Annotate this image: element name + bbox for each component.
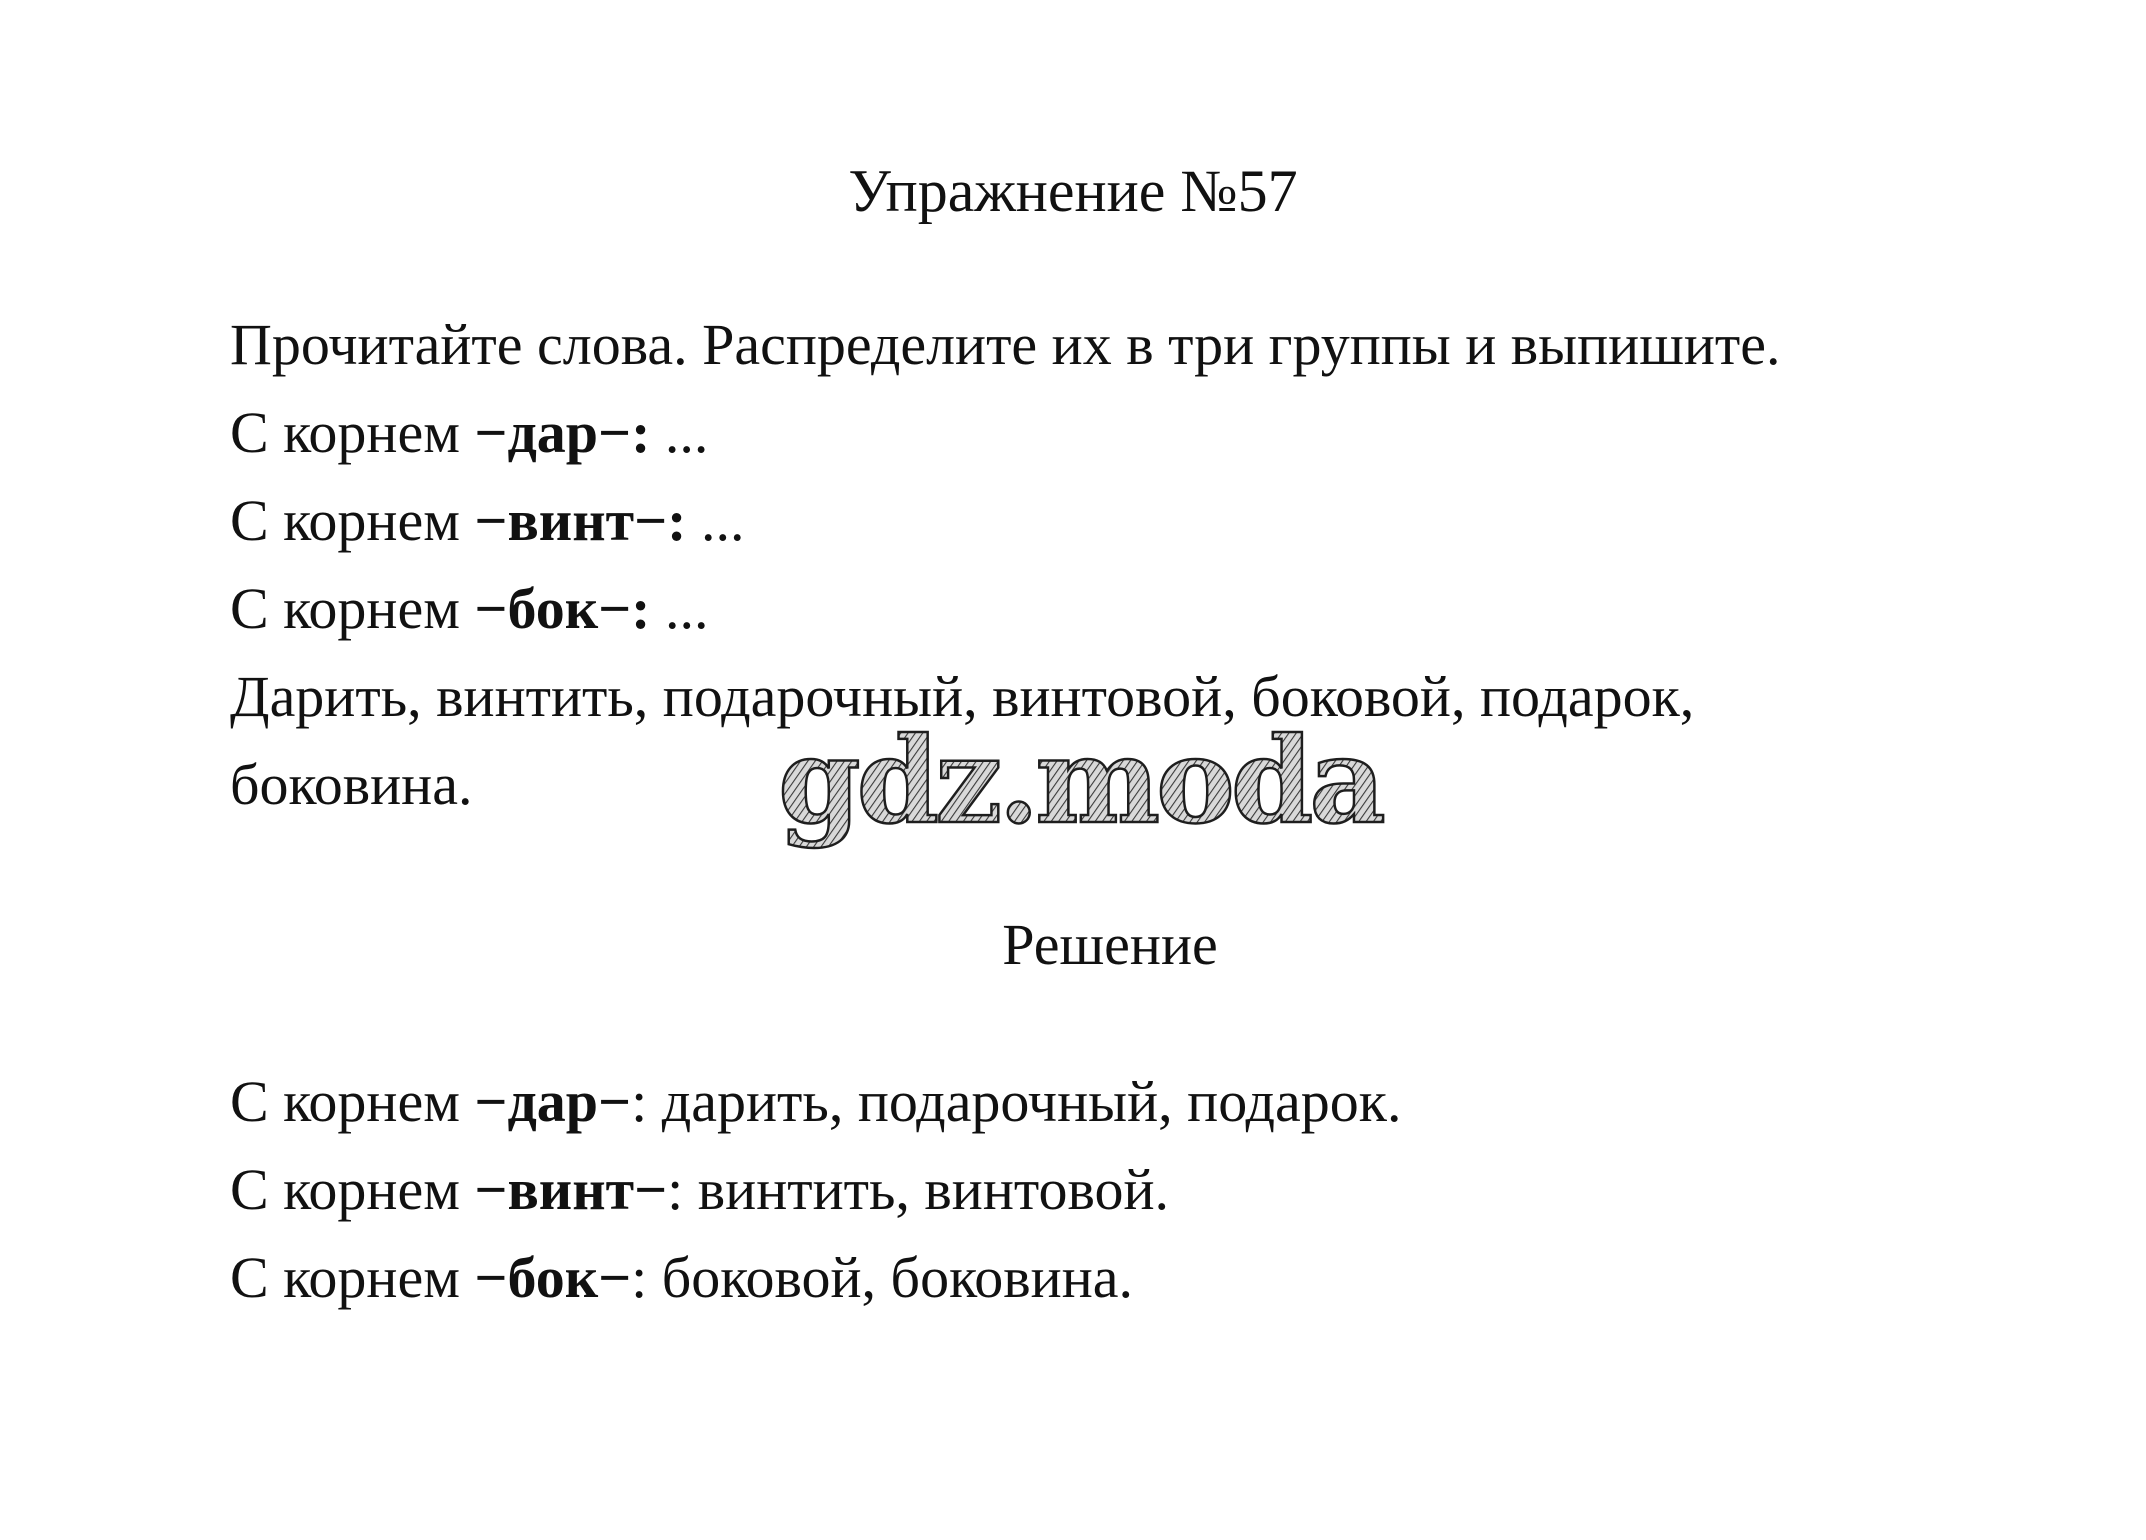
task-instruction: Прочитайте слова. Распределите их в три группы и выпишите. [230, 312, 1781, 377]
task-words-line-1: Дарить, винтить, подарочный, винтовой, боковой, подарок, [230, 664, 1695, 729]
group-placeholder: ... [686, 488, 745, 553]
task-words-line-2: боковина. [230, 752, 473, 817]
root-dar: −дар−: [474, 400, 651, 465]
exercise-title: Упражнение №57 [848, 158, 1298, 224]
answer-words: : дарить, подарочный, подарок. [631, 1069, 1402, 1134]
group-placeholder: ... [650, 400, 709, 465]
task-group-vint [230, 486, 744, 556]
group-prefix: С корнем [230, 400, 475, 465]
answer-dar [230, 1067, 1401, 1137]
root-bok: −бок−: [474, 576, 651, 641]
answer-prefix: С корнем [230, 1069, 475, 1134]
task-group-dar [230, 398, 708, 468]
root-dar: −дар− [474, 1069, 632, 1134]
watermark-logo [770, 720, 1390, 870]
answer-vint [230, 1155, 1169, 1225]
answer-prefix: С корнем [230, 1245, 475, 1310]
root-vint: −винт−: [474, 488, 687, 553]
root-vint: −винт− [474, 1157, 668, 1222]
task-group-bok [230, 574, 708, 644]
root-bok: −бок− [474, 1245, 632, 1310]
svg-text:gdz.moda: gdz.moda [778, 720, 1382, 850]
answer-words: : боковой, боковина. [631, 1245, 1134, 1310]
answer-bok [230, 1243, 1133, 1313]
answer-words: : винтить, винтовой. [667, 1157, 1169, 1222]
solution-title: Решение [1002, 912, 1218, 977]
group-prefix: С корнем [230, 576, 475, 641]
answer-prefix: С корнем [230, 1157, 475, 1222]
group-placeholder: ... [650, 576, 709, 641]
group-prefix: С корнем [230, 488, 475, 553]
